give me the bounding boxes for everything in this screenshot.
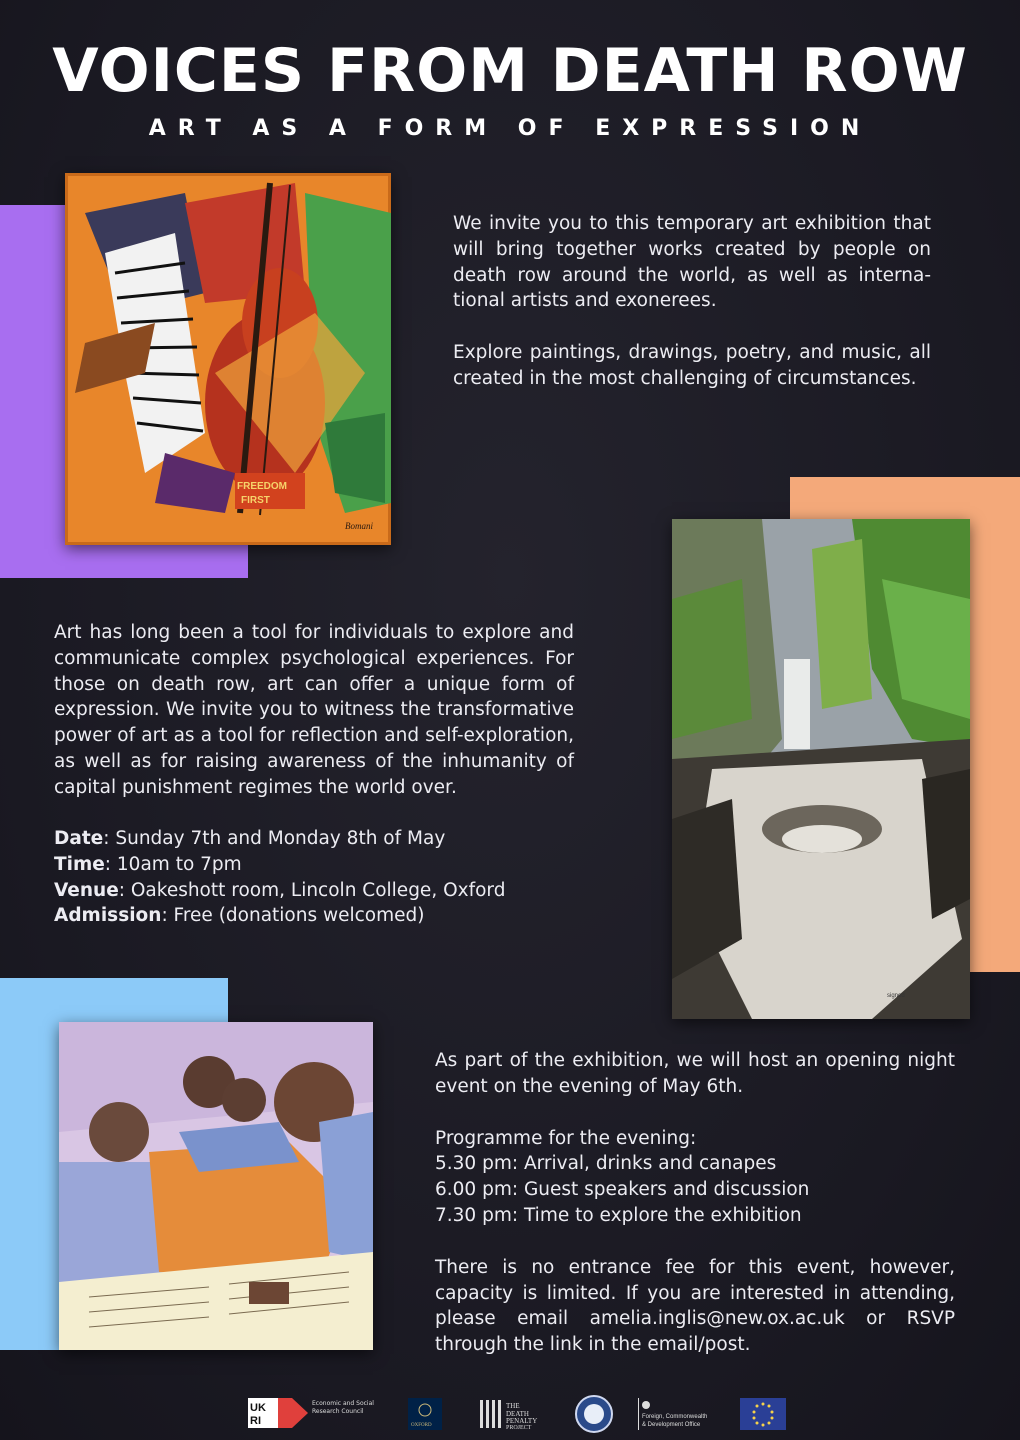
svg-text:FREEDOM: FREEDOM (237, 481, 287, 492)
opening-night-intro: As part of the exhibition, we will host an opening night event on the evening of May 6th. (435, 1050, 955, 1097)
opening-night-text (435, 1048, 955, 1358)
seal-logo (574, 1394, 614, 1434)
fcdo-logo (638, 1398, 730, 1430)
about-text (54, 620, 574, 801)
svg-text:THE: THE (506, 1402, 520, 1410)
ukri-logo (248, 1398, 308, 1428)
music-painting (65, 173, 391, 545)
svg-text:DEATH: DEATH (506, 1410, 529, 1418)
waterfall-painting (672, 519, 970, 1019)
date-row (54, 826, 574, 852)
intro-paragraph-1: We invite you to this temporary art exhibition that will bring together works created by people on death row around the world, as well as interna-tional artists and exonerees. (453, 213, 931, 312)
svg-text:signed: signed (887, 993, 905, 999)
svg-text:Foreign, Commonwealth: Foreign, Commonwealth (642, 1414, 708, 1420)
time-label: Time (54, 853, 105, 875)
time-row (54, 852, 574, 878)
programme-item: 6.00 pm: Guest speakers and discussion (435, 1179, 810, 1201)
sponsor-logos (0, 1390, 1020, 1440)
about-paragraph: Art has long been a tool for individuals to explore and communicate complex psychological experiences. For those on death row, art can offer a unique form of expression. We invite you to witness the transformative power of art as a tool for reflection and self-exploration, as well as for raising awareness of the inhumanity of capital punishment regimes the world over. (54, 622, 574, 798)
esrc-logo-text: Economic and Social Research Council (312, 1400, 374, 1415)
poster-title: VOICES FROM DEATH ROW (52, 36, 968, 106)
date-label: Date (54, 828, 104, 849)
admission-row (54, 903, 574, 929)
venue-label: Venue (54, 879, 119, 901)
ukri-mark-ri: RI (250, 1415, 261, 1427)
venue-row (54, 878, 574, 904)
programme-item: 5.30 pm: Arrival, drinks and canapes (435, 1153, 777, 1175)
svg-text:& Development Office: & Development Office (642, 1422, 701, 1428)
time-value: : 10am to 7pm (104, 853, 242, 875)
admission-label: Admission (54, 905, 162, 927)
eu-flag-icon (740, 1398, 786, 1430)
intro-text (453, 211, 931, 392)
date-value: : Sunday 7th and Monday 8th of May (103, 828, 446, 849)
opening-night-closing: There is no entrance fee for this event, however, capacity is limited. If you are interested in attending, please email amelia.inglis@new.ox.ac.uk or RSVP through the link in the email/post. (435, 1256, 955, 1356)
poster-subtitle: ART AS A FORM OF EXPRESSION (148, 116, 872, 141)
admission-value: : Free (donations welcomed) (161, 905, 425, 927)
svg-text:PROJECT: PROJECT (506, 1425, 532, 1430)
ukri-mark-uk: UK (250, 1402, 266, 1414)
children-writing-painting (59, 1022, 373, 1350)
programme-item: 7.30 pm: Time to explore the exhibition (435, 1204, 802, 1226)
programme (435, 1126, 955, 1229)
svg-text:PENALTY: PENALTY (506, 1417, 538, 1425)
oxford-label: OXFORD (411, 1423, 432, 1428)
death-penalty-project-logo (478, 1398, 558, 1430)
oxford-crest (408, 1398, 442, 1430)
intro-paragraph-2: Explore paintings, drawings, poetry, and music, all created in the most challenging of circumstances. (453, 342, 931, 389)
venue-value: : Oakeshott room, Lincoln College, Oxford (118, 879, 506, 901)
event-details (54, 826, 574, 929)
svg-text:FIRST: FIRST (241, 495, 270, 506)
programme-heading: Programme for the evening: (435, 1127, 697, 1149)
svg-text:Bomani: Bomani (345, 521, 373, 531)
